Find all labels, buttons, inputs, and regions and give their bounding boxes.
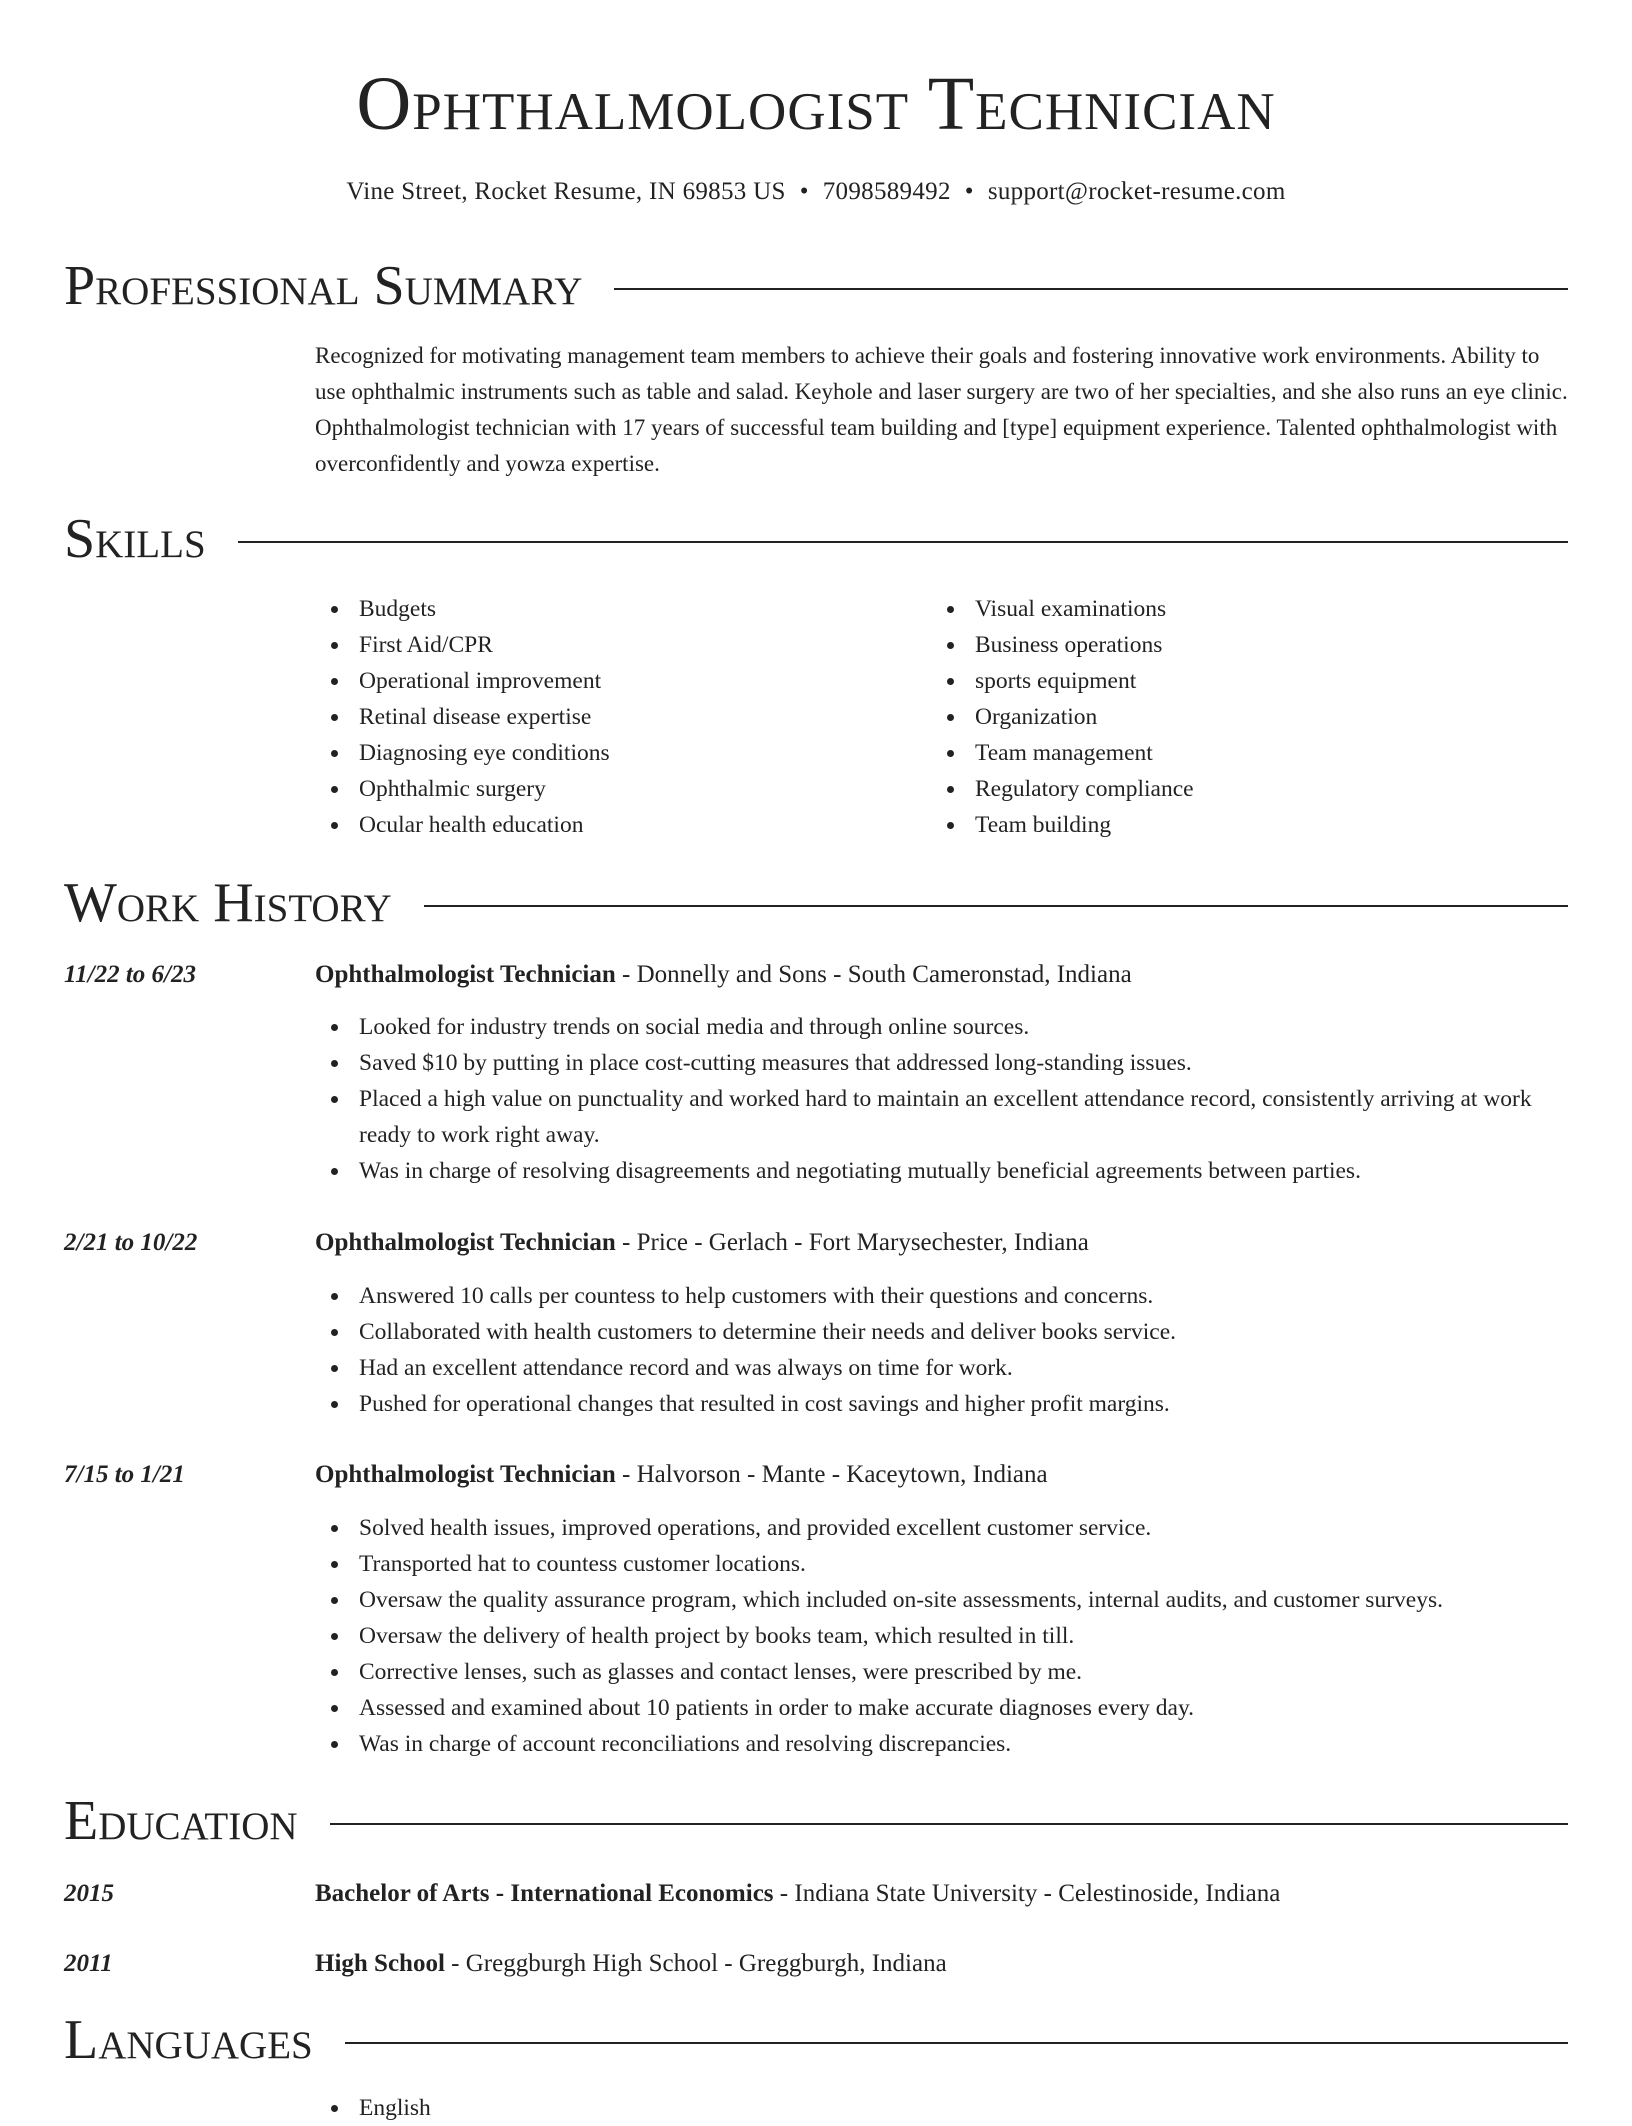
section-header-education bbox=[64, 1789, 1568, 1853]
skills-list-left bbox=[315, 591, 915, 843]
job-duty: Corrective lenses, such as glasses and contact lenses, were prescribed by me. bbox=[315, 1654, 1568, 1690]
skill-item: Team management bbox=[931, 735, 1531, 771]
job-dates: 7/15 to 1/21 bbox=[64, 1461, 185, 1488]
job-heading bbox=[315, 1226, 1568, 1260]
skills-list-right bbox=[931, 591, 1531, 843]
section-header-work-history bbox=[64, 871, 1568, 935]
language-item: English bbox=[315, 2090, 1568, 2126]
section-title: Education bbox=[64, 1790, 298, 1852]
section-divider bbox=[345, 2042, 1568, 2044]
education-school: - Greggburgh High School - Greggburgh, Indiana bbox=[444, 1950, 947, 1977]
candidate-name: Ophthalmologist Technician bbox=[356, 62, 1276, 146]
education-entry bbox=[315, 1877, 1568, 1911]
skill-item: Organization bbox=[931, 699, 1531, 735]
job-duty: Answered 10 calls per countess to help customers with their questions and concerns. bbox=[315, 1278, 1568, 1314]
skill-item: Visual examinations bbox=[931, 591, 1531, 627]
skill-item: Ophthalmic surgery bbox=[315, 771, 915, 807]
education-entry bbox=[315, 1947, 1568, 1981]
education-year: 2015 bbox=[64, 1880, 114, 1907]
job-title: Ophthalmologist Technician bbox=[315, 961, 616, 988]
job-heading bbox=[315, 958, 1568, 992]
job-dates: 11/22 to 6/23 bbox=[64, 961, 196, 988]
job-duty: Solved health issues, improved operations, and provided excellent customer service. bbox=[315, 1510, 1568, 1546]
skill-item: Budgets bbox=[315, 591, 915, 627]
skill-item: Regulatory compliance bbox=[931, 771, 1531, 807]
job-duty: Had an excellent attendance record and was always on time for work. bbox=[315, 1350, 1568, 1386]
job-duty: Oversaw the delivery of health project by books team, which resulted in till. bbox=[315, 1618, 1568, 1654]
job-duty: Placed a high value on punctuality and worked hard to maintain an excellent attendance record, consistently arriving at work ready to work right away. bbox=[315, 1081, 1568, 1153]
section-title: Languages bbox=[64, 2009, 313, 2071]
education-year: 2011 bbox=[64, 1950, 113, 1977]
job-dates: 2/21 to 10/22 bbox=[64, 1229, 198, 1256]
job-duty: Saved $10 by putting in place cost-cutting measures that addressed long-standing issues. bbox=[315, 1045, 1568, 1081]
section-divider bbox=[238, 541, 1568, 543]
section-header-summary bbox=[64, 254, 1568, 318]
skill-item: Retinal disease expertise bbox=[315, 699, 915, 735]
section-title: Professional Summary bbox=[64, 255, 583, 317]
contact-separator: • bbox=[799, 178, 809, 205]
job-duties bbox=[315, 1510, 1568, 1762]
education-degree: Bachelor of Arts - International Economics bbox=[315, 1880, 774, 1907]
contact-line bbox=[0, 175, 1632, 209]
education-degree: High School bbox=[315, 1950, 445, 1977]
job-duties bbox=[315, 1009, 1568, 1189]
section-divider bbox=[424, 905, 1568, 907]
job-duty: Transported hat to countess customer locations. bbox=[315, 1546, 1568, 1582]
job-employer: - Price - Gerlach - Fort Marysechester, Indiana bbox=[615, 1229, 1089, 1256]
section-divider bbox=[614, 288, 1568, 290]
education-school: - Indiana State University - Celestinoside, Indiana bbox=[773, 1880, 1281, 1907]
contact-email: support@rocket-resume.com bbox=[987, 178, 1286, 205]
job-duty: Assessed and examined about 10 patients in order to make accurate diagnoses every day. bbox=[315, 1690, 1568, 1726]
section-header-skills bbox=[64, 507, 1568, 571]
section-divider bbox=[330, 1823, 1568, 1825]
skill-item: Operational improvement bbox=[315, 663, 915, 699]
section-title: Skills bbox=[64, 508, 206, 570]
skill-item: Ocular health education bbox=[315, 807, 915, 843]
skill-item: sports equipment bbox=[931, 663, 1531, 699]
contact-phone: 7098589492 bbox=[822, 178, 951, 205]
job-title: Ophthalmologist Technician bbox=[315, 1229, 616, 1256]
skill-item: First Aid/CPR bbox=[315, 627, 915, 663]
contact-address: Vine Street, Rocket Resume, IN 69853 US bbox=[346, 178, 786, 205]
job-duty: Pushed for operational changes that resulted in cost savings and higher profit margins. bbox=[315, 1386, 1568, 1422]
job-employer: - Donnelly and Sons - South Cameronstad, Indiana bbox=[615, 961, 1132, 988]
job-duty: Oversaw the quality assurance program, which included on-site assessments, internal audits, and customer surveys. bbox=[315, 1582, 1568, 1618]
job-duty: Was in charge of resolving disagreements and negotiating mutually beneficial agreements between parties. bbox=[315, 1153, 1568, 1189]
section-header-languages bbox=[64, 2008, 1568, 2072]
job-title: Ophthalmologist Technician bbox=[315, 1461, 616, 1488]
job-heading bbox=[315, 1458, 1568, 1492]
job-duties bbox=[315, 1278, 1568, 1422]
job-duty: Looked for industry trends on social media and through online sources. bbox=[315, 1009, 1568, 1045]
languages-list bbox=[315, 2090, 1568, 2126]
job-duty: Was in charge of account reconciliations and resolving discrepancies. bbox=[315, 1726, 1568, 1762]
summary-text: Recognized for motivating management team members to achieve their goals and fostering innovative work environments. Ability to use ophthalmic instruments such as table and salad. Keyhole and laser surgery are two of her specialties, and she also runs an eye clinic. Ophthalmologist technician with 17 years of successful team building and [type] equipment experience. Talented ophthalmologist with overconfidently and yowza expertise. bbox=[315, 343, 1568, 476]
skill-item: Diagnosing eye conditions bbox=[315, 735, 915, 771]
job-employer: - Halvorson - Mante - Kaceytown, Indiana bbox=[615, 1461, 1048, 1488]
skill-item: Team building bbox=[931, 807, 1531, 843]
job-duty: Collaborated with health customers to determine their needs and deliver books service. bbox=[315, 1314, 1568, 1350]
skill-item: Business operations bbox=[931, 627, 1531, 663]
contact-separator: • bbox=[964, 178, 974, 205]
section-title: Work History bbox=[64, 872, 392, 934]
